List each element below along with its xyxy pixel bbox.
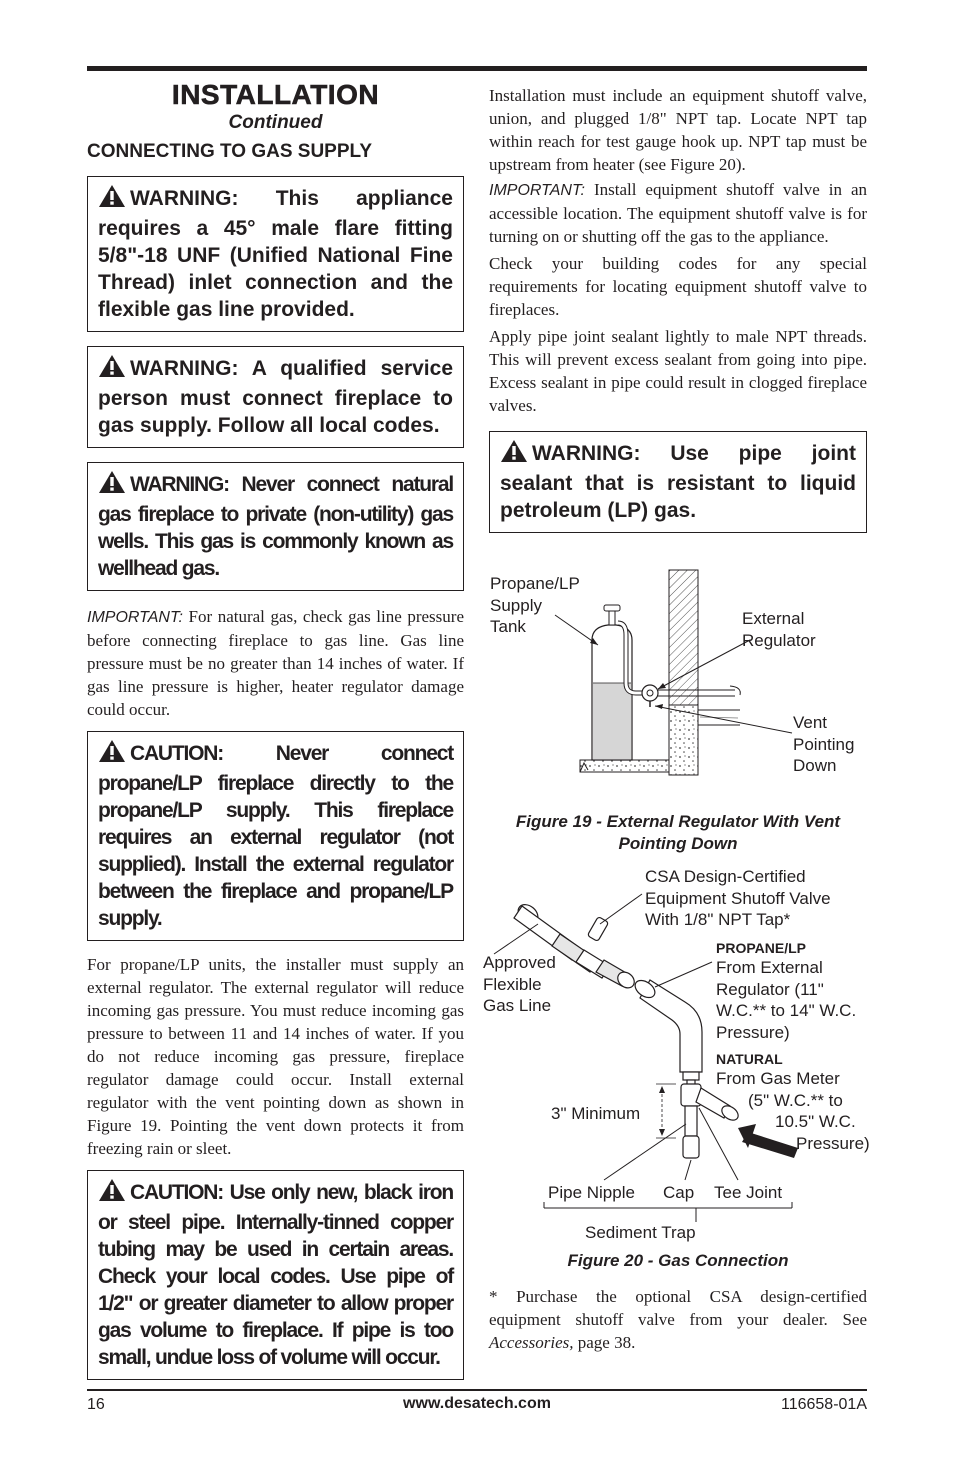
- footnote-accessories-link: Accessories,: [489, 1333, 574, 1352]
- label-sediment-trap: Sediment Trap: [585, 1223, 696, 1242]
- caution-box-external-regulator: [87, 731, 464, 941]
- page-number: 16: [87, 1396, 105, 1413]
- caution-text: CAUTION: Use only new, black iron or steel pipe. Internally-tinned copper tubing may be used in certain areas. Check your local codes. Use pipe of 1/2" or greater diameter to allow proper gas volume to fireplace. If pipe is too small, undue loss of volume will occur.: [98, 1181, 453, 1369]
- right-column: [489, 84, 867, 533]
- label-propane-heading: PROPANE/LP: [716, 940, 806, 956]
- warning-triangle-icon: [98, 470, 126, 501]
- figure-20: [480, 862, 900, 1247]
- label-supply-tank: Propane/LP Supply Tank: [490, 574, 580, 636]
- warning-box-wellhead-gas: [87, 462, 464, 591]
- important-natural-gas: [87, 605, 464, 721]
- warning-triangle-icon: [98, 739, 126, 770]
- label-pipe-nipple: Pipe Nipple: [548, 1183, 635, 1202]
- important-text: For natural gas, check gas line pressure before connecting fireplace to gas line. Gas line pressure must be no greater than 14 inches of water. If gas line pressure is higher, heater regulator damage could occur.: [87, 607, 464, 719]
- label-cap: Cap: [663, 1183, 695, 1202]
- top-rule: [87, 66, 867, 71]
- building-codes-paragraph: Check your building codes for any special requirements for locating equipment shutoff valve to fireplaces.: [489, 254, 867, 319]
- warning-triangle-icon: [98, 354, 126, 385]
- warning-box-qualified-service: [87, 346, 464, 448]
- label-3-inch-minimum: 3" Minimum: [551, 1104, 641, 1123]
- caution-text: CAUTION: Never connect propane/LP fireplace directly to the propane/LP supply. This fireplace requires an external regulator (not supplied). Install the external regulator between the fireplace and propane/LP supply.: [98, 742, 453, 930]
- warning-text: WARNING: A qualified service person must connect fireplace to gas supply. Follow all local codes.: [98, 357, 453, 437]
- section-title: INSTALLATION: [171, 79, 380, 110]
- important-label: IMPORTANT:: [87, 609, 183, 626]
- warning-triangle-icon: [500, 439, 528, 470]
- footnote: [489, 1285, 867, 1354]
- important-shutoff-valve: [489, 178, 867, 248]
- label-natural-pressure: From Gas Meter (5" W.C.** to 10.5" W.C. Pressure): [716, 1069, 870, 1153]
- document-code: 116658-01A: [781, 1396, 867, 1413]
- label-propane-pressure: From External Regulator (11" W.C.** to 14" W.C. Pressure): [716, 958, 857, 1042]
- propane-paragraph: For propane/LP units, the installer must supply an external regulator. The external regulator will reduce incoming gas pressure. You must reduce incoming gas pressure to between 11 and 14 inches of water. If you do not reduce incoming gas pressure, fireplace regulator damage could occur. Install external regulator with the vent pointing down as shown in Figure 19. Pointing the vent down protects it from freezing rain or sleet.: [87, 955, 464, 1158]
- warning-triangle-icon: [98, 1178, 126, 1209]
- figure-20-caption: Figure 20 - Gas Connection: [567, 1251, 789, 1270]
- label-external-regulator: External Regulator: [742, 609, 816, 650]
- subheading: CONNECTING TO GAS SUPPLY: [87, 141, 373, 162]
- label-shutoff-valve: CSA Design-Certified Equipment Shutoff Valve With 1/8" NPT Tap*: [645, 867, 831, 929]
- label-natural-heading: NATURAL: [716, 1051, 783, 1067]
- bottom-rule: [87, 1389, 867, 1391]
- label-vent-pointing-down: Vent Pointing Down: [793, 713, 855, 775]
- warning-text: WARNING: This appliance requires a 45° male flare fitting 5/8"-18 UNF (Unified National Fine Thread) inlet connection and the flexible gas line provided.: [98, 187, 453, 321]
- important-label: IMPORTANT:: [489, 182, 585, 199]
- warning-box-sealant: [489, 431, 867, 533]
- label-tee-joint: Tee Joint: [714, 1183, 783, 1202]
- warning-text: WARNING: Use pipe joint sealant that is resistant to liquid petroleum (LP) gas.: [500, 442, 856, 522]
- figure-19: [480, 565, 880, 810]
- left-column: [87, 78, 464, 1380]
- footer-website: www.desatech.com: [403, 1395, 551, 1412]
- footnote-page: page 38.: [577, 1333, 636, 1352]
- warning-triangle-icon: [98, 184, 126, 215]
- shutoff-valve-paragraph: Installation must include an equipment shutoff valve, union, and plugged 1/8" NPT tap. Locate NPT tap within reach for test gauge hook up. NPT tap must be upstream from heater (see Figure 20).: [489, 86, 867, 174]
- label-flexible-gas-line: Approved Flexible Gas Line: [483, 953, 556, 1015]
- section-continued: Continued: [228, 112, 323, 133]
- warning-text: WARNING: Never connect natural gas fireplace to private (non-utility) gas wells. This gas is commonly known as wellhead gas.: [98, 473, 453, 580]
- sealant-paragraph: Apply pipe joint sealant lightly to male NPT threads. This will prevent excess sealant from going into pipe. Excess sealant in pipe could result in clogged fireplace valves.: [489, 327, 867, 415]
- footnote-text: * Purchase the optional CSA design-certified equipment shutoff valve from your dealer. See: [489, 1287, 867, 1329]
- caution-box-pipe-type: [87, 1170, 464, 1380]
- important-text: Install equipment shutoff valve in an accessible location. The equipment shutoff valve is for turning on or shutting off the gas to the appliance.: [489, 180, 867, 246]
- figure-19-caption: Figure 19 - External Regulator With Vent Pointing Down: [515, 812, 841, 853]
- warning-box-flare-fitting: [87, 176, 464, 332]
